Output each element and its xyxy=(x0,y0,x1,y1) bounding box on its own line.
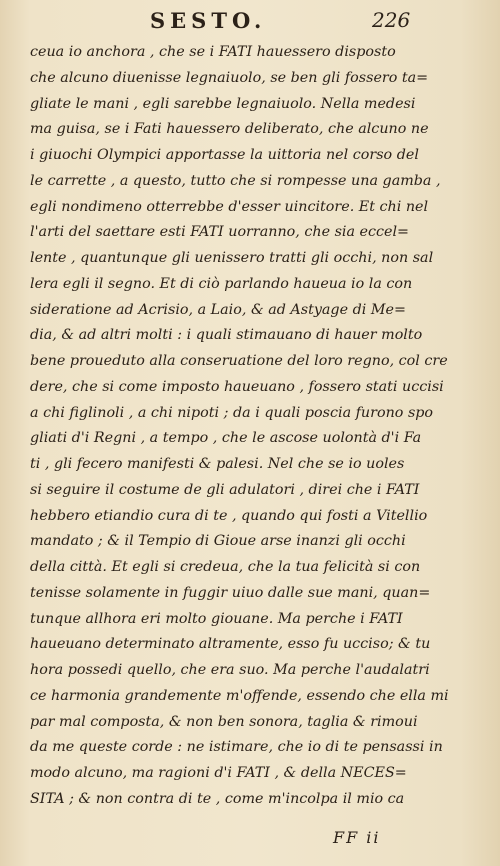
page-number: 226 xyxy=(372,8,411,32)
text-line: gliate le mani , egli sarebbe legnaiuolo. Nella medesi xyxy=(30,95,416,112)
text-line: bene proueduto alla conseruatione del loro regno, col cre xyxy=(30,353,448,369)
text-line: l'arti del saettare esti FATI uorranno, che sia eccel= xyxy=(30,224,410,241)
text-line: tenisse solamente in fuggir uiuo dalle sue mani, quan= xyxy=(30,584,431,601)
text-line: lente , quantunque gli uenissero tratti gli occhi, non sal xyxy=(30,250,434,266)
text-line: sideratione ad Acrisio, a Laio, & ad Astyage di Me= xyxy=(30,301,406,318)
text-line: si seguire il costume de gli adulatori , direi che i FATI xyxy=(30,481,420,498)
text-line: modo alcuno, ma ragioni d'i FATI , & della NECES= xyxy=(30,765,407,781)
text-line: ceua io anchora , che se i FATI hauessero disposto xyxy=(30,44,396,60)
text-line: ce harmonia grandemente m'offende, essendo che ella mi xyxy=(30,687,449,704)
text-line: a chi figlinoli , a chi nipoti ; da i quali poscia furono spo xyxy=(30,404,434,421)
text-line: gliati d'i Regni , a tempo , che le ascose uolontà d'i Fa xyxy=(30,430,422,447)
text-line: dere, che si come imposto haueuano , fossero stati uccisi xyxy=(30,378,444,395)
text-line: tunque allhora eri molto giouane. Ma perche i FATI xyxy=(30,610,403,627)
text-line: dia, & ad altri molti : i quali stimauano di hauer molto xyxy=(30,327,423,344)
text-line: lera egli il segno. Et di ciò parlando haueua io la con xyxy=(30,275,413,292)
text-line: hebbero etiandio cura di te , quando qui fosti a Vitellio xyxy=(30,507,428,524)
text-line: haueuano determinato altramente, esso fu ucciso; & tu xyxy=(30,636,431,653)
text-line: che alcuno diuenisse legnaiuolo, se ben gli fossero ta= xyxy=(30,69,429,86)
text-line: SITA ; & non contra di te , come m'incolpa il mio ca xyxy=(30,790,405,807)
running-head-title: SESTO. xyxy=(150,8,267,33)
text-line: i giuochi Olympici apportasse la uittoria nel corso del xyxy=(30,147,419,163)
text-line: egli nondimeno otterrebbe d'esser uincitore. Et chi nel xyxy=(30,198,429,215)
body-text xyxy=(30,40,470,813)
text-line: par mal composta, & non ben sonora, taglia & rimoui xyxy=(30,713,418,730)
running-head xyxy=(150,8,450,34)
text-line: ma guisa, se i Fati hauessero deliberato, che alcuno ne xyxy=(30,121,429,138)
signature-mark: FF ii xyxy=(333,828,381,847)
text-line: le carrette , a questo, tutto che si rompesse una gamba , xyxy=(30,172,441,189)
text-line: della città. Et egli si credeua, che la tua felicità si con xyxy=(30,559,421,575)
text-line: da me queste corde : ne istimare, che io di te pensassi in xyxy=(30,739,443,756)
text-line: mandato ; & il Tempio di Gioue arse inanzi gli occhi xyxy=(30,533,406,550)
text-line: hora possedi quello, che era suo. Ma perche l'audalatri xyxy=(30,662,430,678)
text-line: ti , gli fecero manifesti & palesi. Nel che se io uoles xyxy=(30,456,405,472)
